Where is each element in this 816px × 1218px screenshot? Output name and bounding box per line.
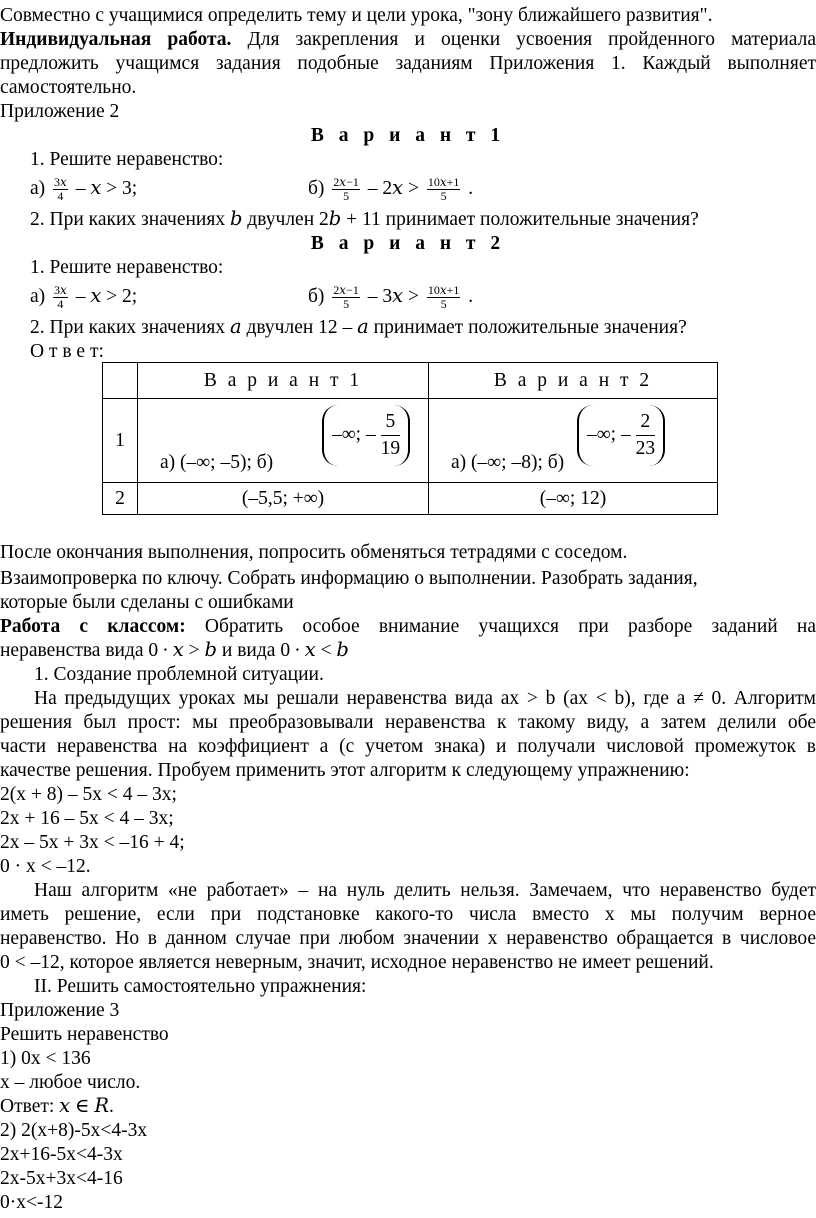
fraction: $\frac{\text{3𝑥}}{4}$ [54,283,67,312]
variant1-task1: 1. Решите неравенство: [30,149,224,170]
equation-line: 0·x<-12 [0,1192,63,1213]
text-line: решения был прост: мы преобразовывали неравенства к такому виду, а затем делили обе [0,712,816,733]
answer-line: Ответ: 𝑥 ∈ 𝑅. [0,1096,114,1117]
text-line: части неравенства на коэффициент a (с учетом знака) и получали числовой промежуток в [0,736,816,757]
table-cell: 1 [103,399,138,483]
table-cell [103,363,138,399]
text-line: После окончания выполнения, попросить обменяться тетрадями с соседом. [0,542,628,563]
text-line: x – любое число. [0,1072,141,1093]
text-line: На предыдущих уроках мы решали неравенства вида ax > b (ax < b), где a ≠ 0. Алгоритм [34,688,816,709]
equation-line: 1) 0x < 136 [0,1048,91,1069]
table-cell: (–∞; 12) [429,483,718,515]
variant2-task1: 1. Решите неравенство: [30,257,224,278]
text-line: Взаимопроверка по ключу. Собрать информацию о выполнении. Разобрать задания, [0,568,698,589]
equation-line: 2(x + 8) – 5x < 4 – 3x; [0,784,177,805]
table-cell: а) (–∞; –5); б) –∞; – $\frac{5}{19}$ [138,399,429,483]
table-cell: (–5,5; +∞) [138,483,429,515]
variant2-heading: В а р и а н т 2 [310,233,506,254]
section-heading: II. Решить самостоятельно упражнения: [34,976,367,997]
individual-work-line [0,28,816,52]
text-line: Наш алгоритм «не работает» – на нуль делить нельзя. Замечаем, что неравенство будет [34,880,816,901]
variant2-task1-a: а) $\frac{\text{3𝑥}}{4}$ – 𝑥 > 2; [30,283,138,312]
equation-line: 2) 2(x+8)-5x<4-3x [0,1120,148,1141]
equation-line: 2x-5x+3x<4-16 [0,1168,123,1189]
fraction: $\frac{\text{10𝑥+1}}{5}$ [427,283,460,312]
table-row [103,483,718,515]
fraction: $\frac{\text{3𝑥}}{4}$ [54,175,67,204]
text-line: качестве решения. Пробуем применить этот алгоритм к следующему упражнению: [0,760,690,781]
variant2-task1-b: б) $\frac{\text{2𝑥−1}}{5}$ – 3𝑥 > $\frac{\text{10𝑥+1}}{5}$ . [308,283,474,312]
equation-line: 0 · x < –12. [0,856,91,877]
variant2-task2: 2. При каких значениях 𝑎 двучлен 12 – 𝑎 принимает положительные значения? [30,317,687,338]
answers-table [102,362,718,515]
variant1-heading: В а р и а н т 1 [310,125,506,146]
individual-work-text: Для закрепления и оценки усвоения пройденного материала [231,29,816,50]
variant1-task1-a: а) $\frac{\text{3𝑥}}{4}$ – 𝑥 > 3; [30,175,138,204]
interval: –∞; – $\frac{5}{19}$ [322,405,410,466]
table-cell: 2 [103,483,138,515]
intro-line: Совместно с учащимися определить тему и цели урока, "зону ближайшего развития". [0,5,713,26]
answers-label: О т в е т: [30,341,104,362]
text-line: неравенства вида 0 ∙ 𝑥 > 𝑏 и вида 0 ∙ 𝑥 < 𝑏 [0,640,349,661]
text-line: которые были сделаны с ошибками [0,592,294,613]
table-row [103,363,718,399]
fraction: $\frac{\text{2𝑥−1}}{5}$ [333,283,359,312]
class-work-heading: Работа с классом: [0,616,186,637]
text-line: Решить неравенство [0,1024,169,1045]
appendix-3-title: Приложение 3 [0,1000,120,1021]
text-line: неравенство. Но в данном случае при любом значении x неравенство обращается в числовое [0,928,816,949]
text-line: иметь решение, если при подстановке какого-то числа вместо x мы получим верное [0,904,816,925]
fraction: $\frac{2}{23}$ [635,411,656,459]
table-cell: а) (–∞; –8); б) –∞; – $\frac{2}{23}$ [429,399,718,483]
text-line: предложить учащимся задания подобные заданиям Приложения 1. Каждый выполняет [0,53,816,74]
fraction: $\frac{\text{2𝑥−1}}{5}$ [333,175,359,204]
class-work-line [0,615,816,639]
text-line: 0 < –12, которое является неверным, значит, исходное неравенство не имеет решений. [0,952,714,973]
appendix-2-title: Приложение 2 [0,101,120,122]
equation-line: 2x+16-5x<4-3x [0,1144,123,1165]
table-header: В а р и а н т 2 [429,363,718,399]
individual-work-heading: Индивидуальная работа. [0,29,232,50]
variant1-task1-b: б) $\frac{\text{2𝑥−1}}{5}$ – 2𝑥 > $\frac{\text{10𝑥+1}}{5}$ . [308,175,474,204]
text-line: самостоятельно. [0,77,137,98]
table-row [103,399,718,483]
fraction: $\frac{5}{19}$ [380,411,401,459]
variant1-task2: 2. При каких значениях 𝑏 двучлен 2𝑏 + 11 принимает положительные значения? [30,209,699,230]
section-heading: 1. Создание проблемной ситуации. [34,664,324,685]
equation-line: 2x + 16 – 5x < 4 – 3x; [0,808,174,829]
fraction: $\frac{\text{10𝑥+1}}{5}$ [427,175,460,204]
class-work-text: Обратить особое внимание учащихся при разборе заданий на [185,616,816,637]
interval: –∞; – $\frac{2}{23}$ [577,405,665,466]
equation-line: 2x – 5x + 3x < –16 + 4; [0,832,185,853]
table-header: В а р и а н т 1 [138,363,429,399]
